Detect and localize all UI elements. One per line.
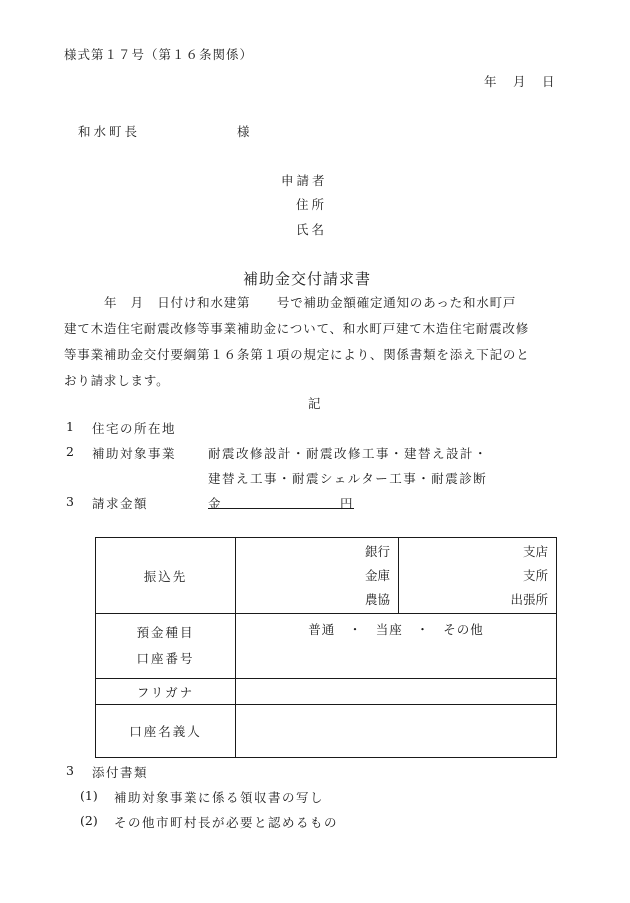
deposit-labels-cell xyxy=(96,614,236,679)
body-line-2: 建て木造住宅耐震改修等事業補助金について、和水町戸建て木造住宅耐震改修 xyxy=(64,321,530,336)
date-line: 年 月 日 xyxy=(484,74,557,89)
transfer-label-cell xyxy=(96,538,236,614)
item-3-label: 請求金額 xyxy=(92,496,149,511)
bank-type-shinkin: 金庫 xyxy=(364,567,390,583)
document-title: 補助金交付請求書 xyxy=(243,270,372,288)
applicant-label: 申請者 xyxy=(281,173,328,188)
deposit-type-options[interactable]: 普通 ・ 当座 ・ その他 xyxy=(308,622,484,637)
amount-suffix: 円 xyxy=(340,496,353,511)
applicant-address-label: 住所 xyxy=(296,197,328,212)
bank-type-bank: 銀行 xyxy=(364,543,390,559)
branch-type-shucchosho: 出張所 xyxy=(510,591,548,607)
item-2-value-line-1: 耐震改修設計・耐震改修工事・建替え設計・ xyxy=(208,446,489,461)
deposit-type-label: 預金種目 xyxy=(136,625,195,640)
item-3-number: 3 xyxy=(66,494,74,509)
deposit-value-cell[interactable] xyxy=(236,614,557,679)
attachment-2-text: その他市町村長が必要と認めるもの xyxy=(114,815,339,830)
bank-name-cell[interactable] xyxy=(236,538,399,614)
addressee-name: 和水町長 xyxy=(78,124,141,139)
ki-heading: 記 xyxy=(308,396,321,411)
amount-prefix: 金 xyxy=(208,496,221,511)
attachment-1-text: 補助対象事業に係る領収書の写し xyxy=(114,790,325,805)
form-number: 様式第１７号（第１６条関係） xyxy=(64,47,254,62)
branch-name-cell[interactable] xyxy=(399,538,557,614)
item-1-number: 1 xyxy=(66,419,74,434)
applicant-name-label: 氏名 xyxy=(296,222,328,237)
furigana-label: フリガナ xyxy=(136,684,195,700)
attachments-number: 3 xyxy=(66,763,74,778)
branch-type-shisho: 支所 xyxy=(522,567,548,583)
attachment-2-number: (2) xyxy=(80,813,98,828)
bank-type-nokyo: 農協 xyxy=(364,591,390,607)
item-2-number: 2 xyxy=(66,444,74,459)
branch-type-shiten: 支店 xyxy=(522,543,548,559)
holder-label: 口座名義人 xyxy=(129,724,202,739)
holder-label-cell xyxy=(96,705,236,758)
bank-account-table xyxy=(95,537,557,758)
item-1-label: 住宅の所在地 xyxy=(92,421,177,436)
addressee-honorific: 様 xyxy=(237,124,250,139)
furigana-label-cell xyxy=(96,679,236,705)
body-line-1: 年 月 日付け和水建第 号で補助金額確定通知のあった和水町戸 xyxy=(104,295,517,310)
item-2-value-line-2: 建替え工事・耐震シェルター工事・耐震診断 xyxy=(208,471,488,486)
holder-input[interactable] xyxy=(236,705,557,758)
attachments-label: 添付書類 xyxy=(92,765,149,780)
amount-field[interactable] xyxy=(208,494,354,509)
body-line-3: 等事業補助金交付要綱第１６条第１項の規定により、関係書類を添え下記のと xyxy=(64,347,530,362)
account-number-label: 口座番号 xyxy=(136,651,195,666)
transfer-label: 振込先 xyxy=(143,568,188,584)
body-line-4: おり請求します。 xyxy=(64,373,170,388)
attachment-1-number: (1) xyxy=(80,788,98,803)
furigana-input[interactable] xyxy=(236,679,557,705)
item-2-label: 補助対象事業 xyxy=(92,446,177,461)
